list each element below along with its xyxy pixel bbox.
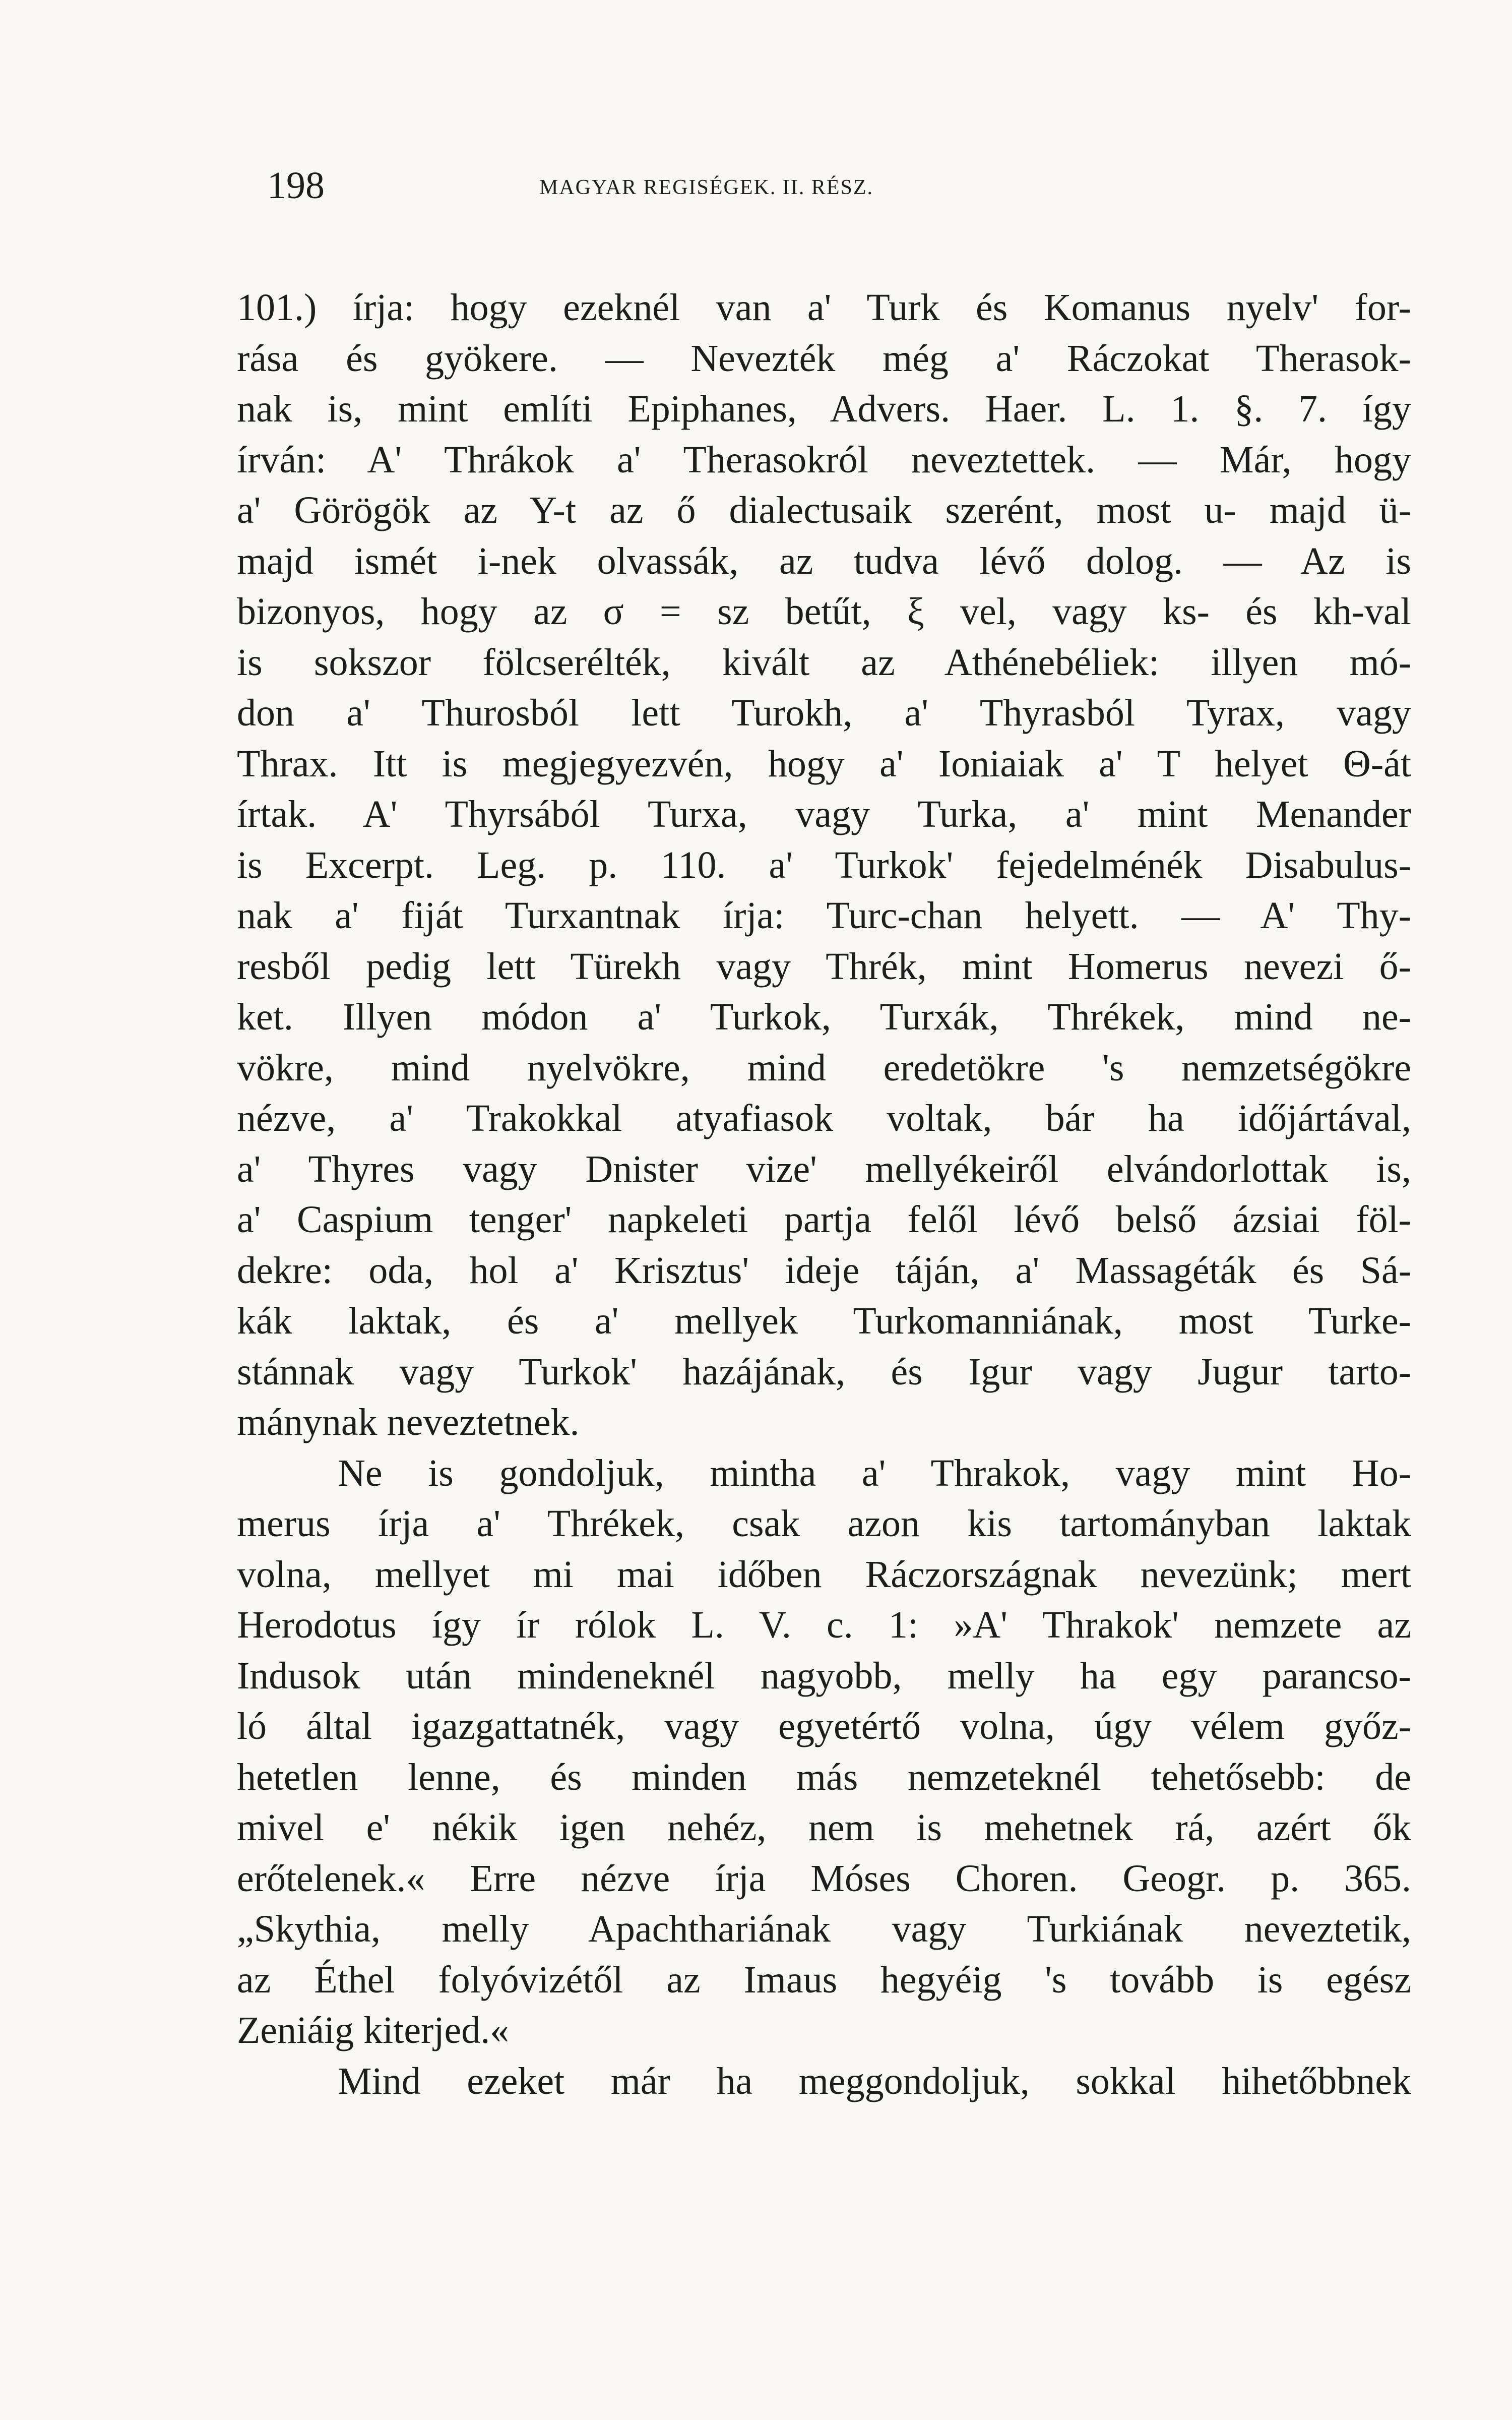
text-line: Indusok után mindeneknél nagyobb, melly ha egy parancso- [237, 1654, 1411, 1697]
text-line: hetetlen lenne, és minden más nemzeteknél tehetősebb: de [237, 1756, 1411, 1798]
text-line: Zeniáig kiterjed.« [237, 2009, 510, 2051]
text-line: ló által igazgattatnék, vagy egyetértő volna, úgy vélem győz- [237, 1705, 1411, 1747]
page-number: 198 [267, 164, 325, 207]
text-line: nézve, a' Trakokkal atyafiasok voltak, bár ha időjártával, [237, 1097, 1411, 1139]
text-line: Ne is gondoljuk, mintha a' Thrakok, vagy mint Ho- [338, 1451, 1411, 1494]
text-line: Herodotus így ír rólok L. V. c. 1: »A' Thrakok' nemzete az [237, 1604, 1411, 1646]
text-line: resből pedig lett Türekh vagy Thrék, mint Homerus nevezi ő- [237, 945, 1411, 988]
text-line: Mind ezeket már ha meggondoljuk, sokkal hihetőbbnek [338, 2060, 1411, 2102]
text-line: kák laktak, és a' mellyek Turkomanniának, most Turke- [237, 1300, 1411, 1342]
text-line: mivel e' nékik igen nehéz, nem is mehetnek rá, azért ők [237, 1806, 1411, 1849]
text-line: is Excerpt. Leg. p. 110. a' Turkok' fejedelménék Disabulus- [237, 843, 1411, 886]
text-line: a' Thyres vagy Dnister vize' mellyékeiről elvándorlottak is, [237, 1147, 1411, 1190]
text-line: írtak. A' Thyrsából Turxa, vagy Turka, a' mint Menander [237, 793, 1411, 835]
text-line: don a' Thurosból lett Turokh, a' Thyrasból Tyrax, vagy [237, 692, 1411, 734]
text-line: mánynak neveztetnek. [237, 1401, 580, 1443]
page-header [267, 166, 1441, 222]
text-line: majd ismét i-nek olvassák, az tudva lévő dolog. — Az is [237, 539, 1411, 582]
text-line: erőtelenek.« Erre nézve írja Móses Choren. Geogr. p. 365. [237, 1857, 1411, 1900]
text-line: nak a' fiját Turxantnak írja: Turc-chan helyett. — A' Thy- [237, 894, 1411, 937]
text-line: „Skythia, melly Apachthariának vagy Turkiának neveztetik, [237, 1908, 1411, 1950]
text-line: ket. Illyen módon a' Turkok, Turxák, Thrékek, mind ne- [237, 996, 1411, 1038]
text-line: 101.) írja: hogy ezeknél van a' Turk és Komanus nyelv' for- [237, 286, 1411, 329]
text-line: rása és gyökere. — Nevezték még a' Ráczokat Therasok- [237, 337, 1411, 380]
text-line: dekre: oda, hol a' Krisztus' ideje táján, a' Massagéták és Sá- [237, 1249, 1411, 1292]
text-line: stánnak vagy Turkok' hazájának, és Igur vagy Jugur tarto- [237, 1350, 1411, 1393]
text-line: Thrax. Itt is megjegyezvén, hogy a' Ioniaiak a' T helyet Θ-át [237, 742, 1411, 785]
text-line: az Éthel folyóvizétől az Imaus hegyéig 's tovább is egész [237, 1958, 1411, 2001]
body-text [237, 282, 1411, 2106]
text-line: merus írja a' Thrékek, csak azon kis tartományban laktak [237, 1502, 1411, 1545]
text-line: is sokszor fölcserélték, kivált az Athénebéliek: illyen mó- [237, 641, 1411, 684]
text-line: vökre, mind nyelvökre, mind eredetökre 's nemzetségökre [237, 1046, 1411, 1089]
text-line: írván: A' Thrákok a' Therasokról neveztettek. — Már, hogy [237, 438, 1411, 481]
text-line: bizonyos, hogy az σ = sz betűt, ξ vel, vagy ks- és kh-val [237, 590, 1411, 633]
text-line: a' Görögök az Y-t az ő dialectusaik szerént, most u- majd ü- [237, 489, 1411, 531]
text-line: volna, mellyet mi mai időben Ráczországnak nevezünk; mert [237, 1553, 1411, 1596]
running-head: MAGYAR REGISÉGEK. II. RÉSZ. [539, 176, 873, 199]
text-line: a' Caspium tenger' napkeleti partja felől lévő belső ázsiai föl- [237, 1198, 1411, 1241]
text-line: nak is, mint említi Epiphanes, Advers. Haer. L. 1. §. 7. így [237, 388, 1411, 430]
